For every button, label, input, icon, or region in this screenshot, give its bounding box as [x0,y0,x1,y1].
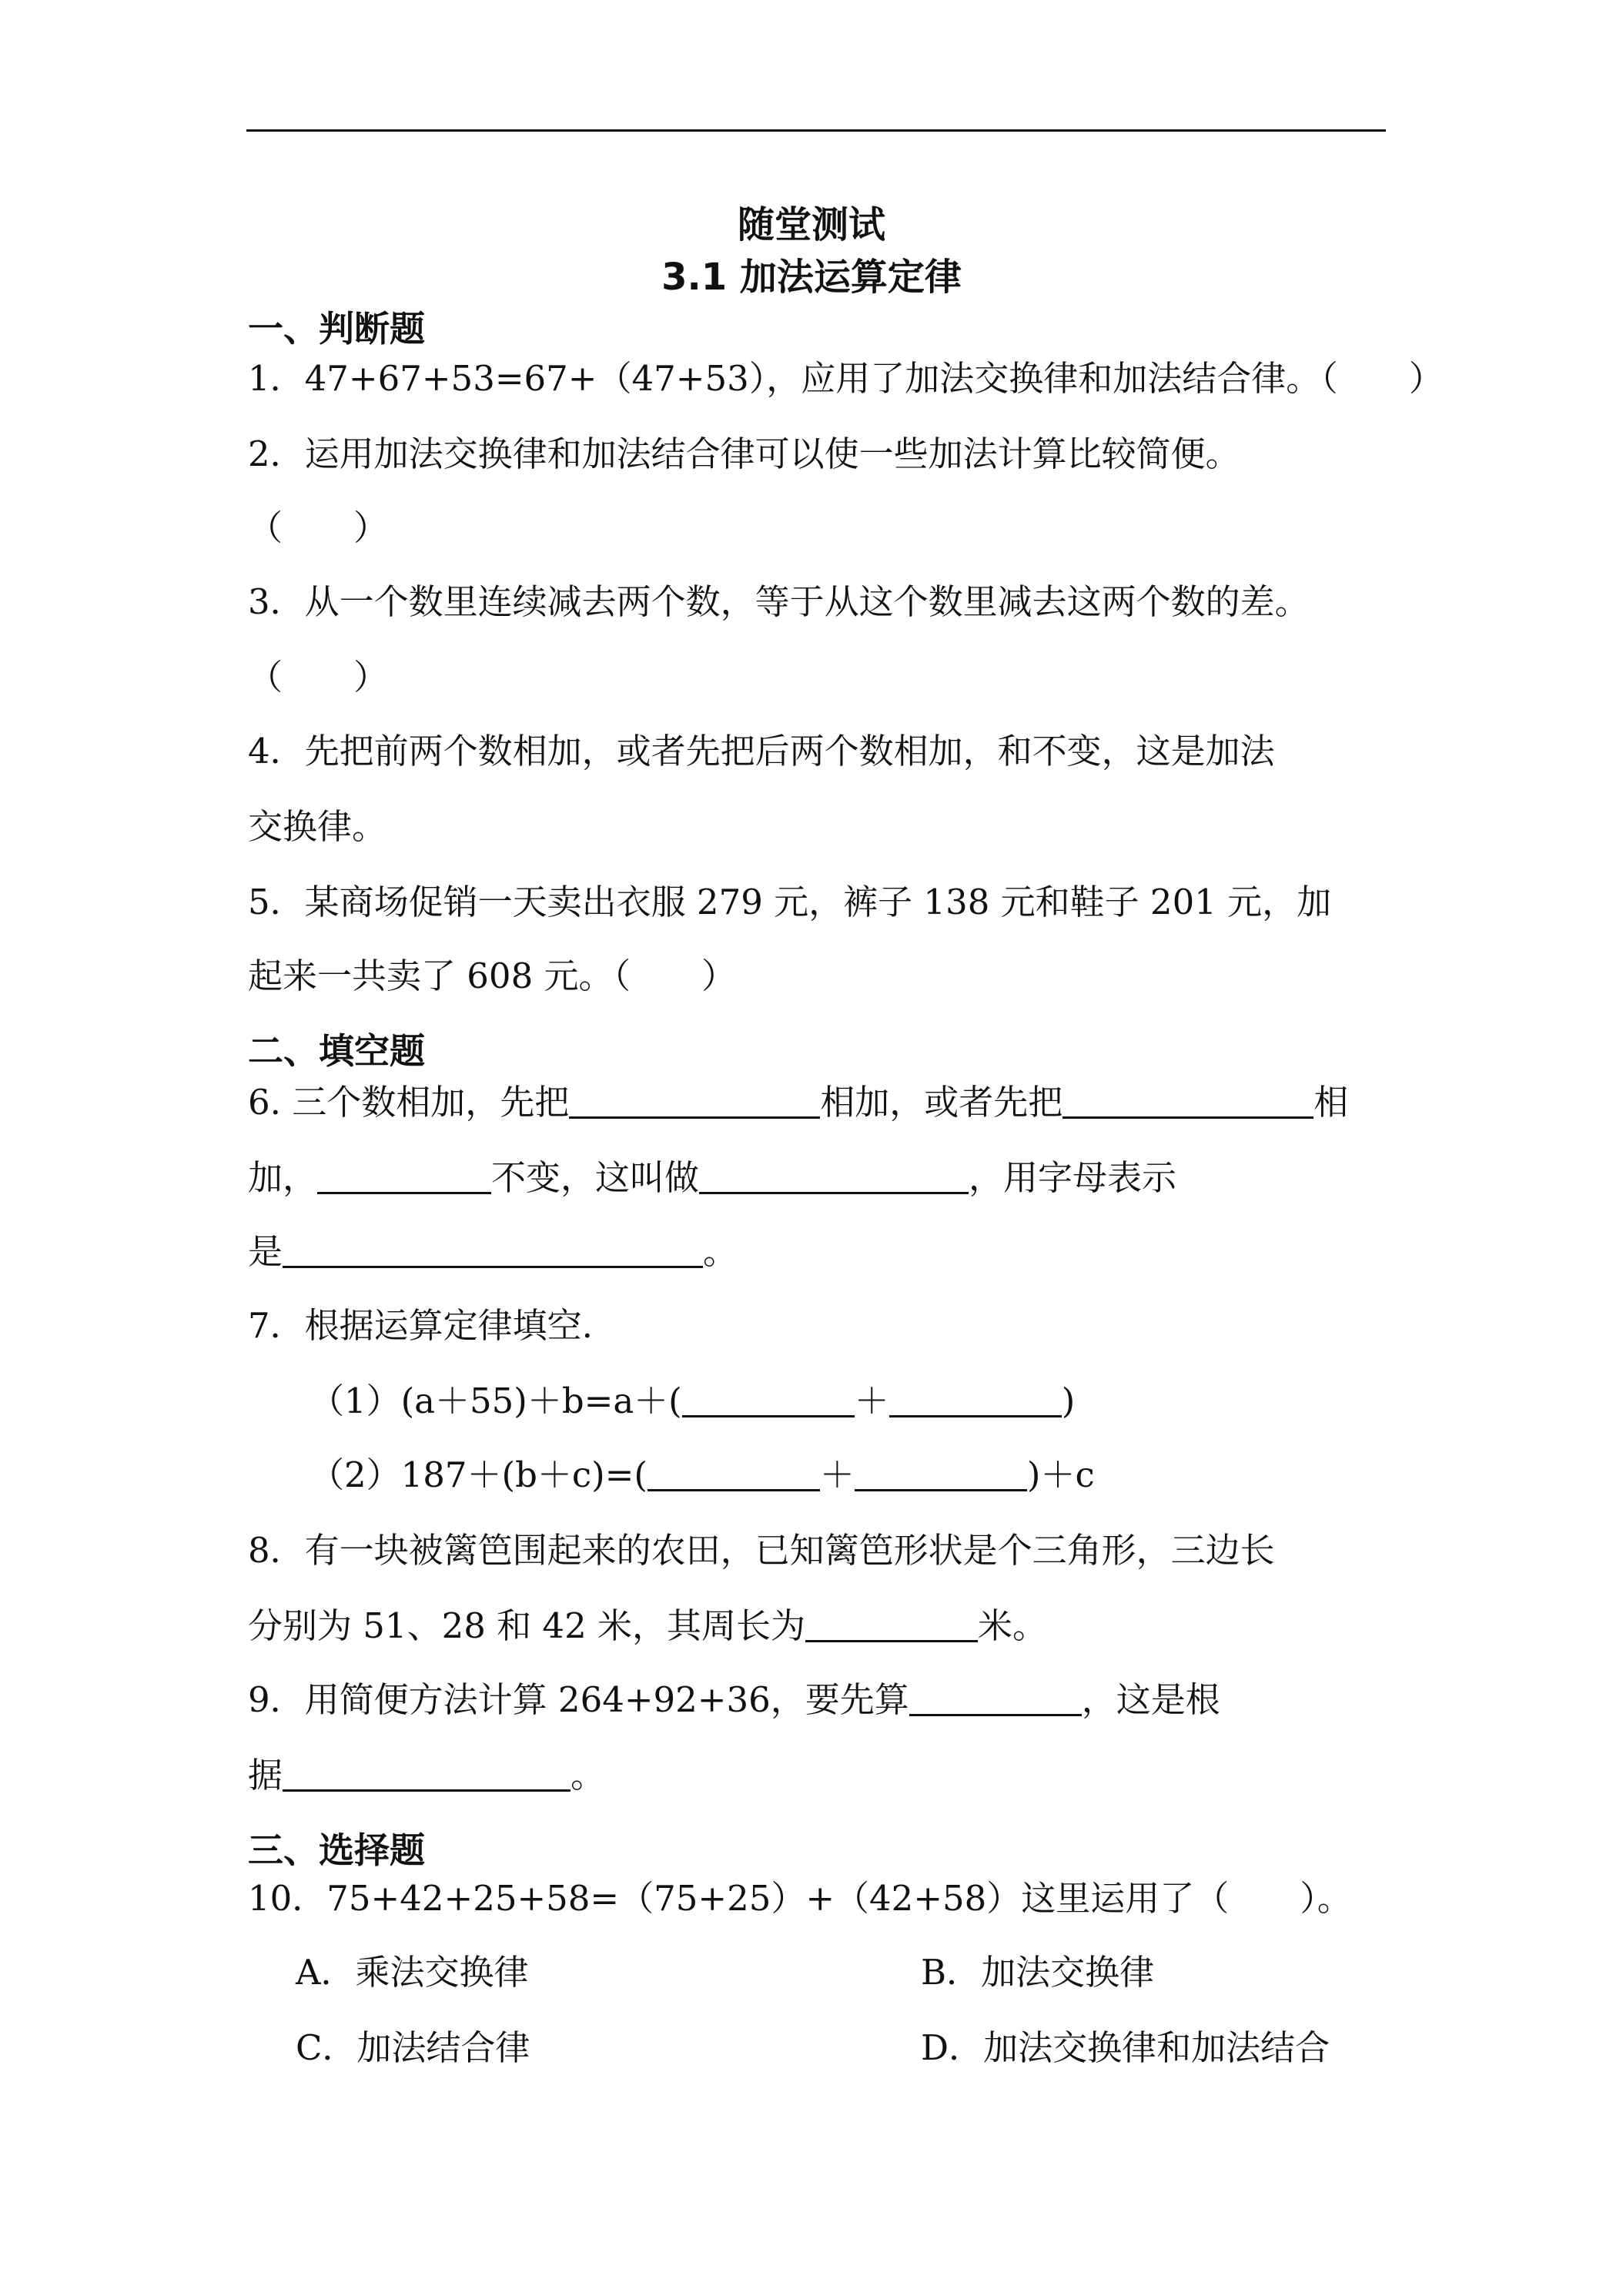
question-6-text-c: 相 [1313,1082,1349,1123]
blank-6-5[interactable] [283,1232,703,1268]
question-3: 3．从一个数里连续减去两个数，等于从这个数里减去这两个数的差。 [248,581,1310,622]
question-7-1 [310,1380,1075,1423]
question-4-line-1: 4．先把前两个数相加，或者先把后两个数相加，和不变，这是加法 [248,731,1275,771]
blank-6-3[interactable] [317,1158,491,1194]
question-10-text: 10．75+42+25+58=（75+25）+（42+58）这里运用了（ [248,1878,1230,1919]
question-7-1-text-c: ) [1061,1381,1076,1421]
question-7-1-text-b: ＋ [854,1381,889,1421]
question-6-text-e: 不变，这叫做 [491,1157,700,1198]
question-6-text-a: 6. 三个数相加，先把 [248,1082,570,1123]
question-6-line-3 [248,1230,738,1274]
question-7: 7．根据运算定律填空. [248,1305,593,1346]
question-9-line-2 [248,1754,605,1797]
header-rule [246,129,1386,132]
section-heading-fill: 二、填空题 [248,1030,425,1072]
option-b[interactable]: B．加法交换律 [921,1952,1155,1993]
question-8-text-a: 分别为 51、28 和 42 米，其周长为 [248,1605,805,1646]
paren-close: ） [353,507,389,548]
blank-7-1-b[interactable] [889,1381,1062,1417]
paren-close: ） [353,657,389,698]
question-7-2-text-c: )＋c [1026,1454,1095,1495]
question-10 [248,1877,1352,1920]
question-6-line-1 [248,1081,1348,1124]
question-2: 2．运用加法交换律和加法结合律可以使一些加法计算比较简便。 [248,433,1240,474]
question-8-line-1: 8．有一块被篱笆围起来的农田，已知篱笆形状是个三角形，三边长 [248,1530,1275,1571]
blank-6-2[interactable] [1062,1083,1313,1119]
question-9-text-c: 据 [248,1755,283,1796]
question-6-line-2 [248,1156,1176,1200]
question-10-end: ）。 [1300,1878,1352,1919]
question-6-text-b: 相加，或者先把 [820,1082,1063,1123]
question-5-end: ） [701,956,737,996]
blank-7-2-b[interactable] [855,1455,1027,1491]
blank-9-1[interactable] [909,1680,1082,1716]
question-1-end: ） [1408,358,1444,399]
question-7-2 [310,1454,1095,1497]
question-6-text-h: 。 [703,1231,738,1272]
question-9-text-b: ，这是根 [1081,1679,1220,1720]
blank-7-2-a[interactable] [648,1455,820,1491]
question-7-2-text-b: ＋ [819,1454,855,1495]
blank-8[interactable] [805,1606,978,1642]
option-a[interactable]: A．乘法交换律 [296,1952,529,1993]
blank-6-4[interactable] [699,1158,969,1194]
option-c[interactable]: C．加法结合律 [296,2027,530,2068]
question-1 [248,357,1444,400]
page-title: 随堂测试 [737,203,885,246]
blank-9-2[interactable] [283,1755,571,1792]
section-heading-choice: 三、选择题 [248,1829,425,1871]
paren-open: （ [248,507,283,548]
question-1-text: 1．47+67+53=67+（47+53），应用了加法交换律和加法结合律。（ [248,358,1338,399]
blank-6-1[interactable] [569,1083,820,1119]
question-9-line-1 [248,1678,1220,1722]
question-4-line-2: 交换律。 [248,806,387,847]
question-5-line-2 [248,955,736,998]
question-6-text-f: ，用字母表示 [969,1157,1177,1198]
question-5-text: 起来一共卖了 608 元。（ [248,956,631,996]
paren-open: （ [248,657,283,698]
page-subtitle: 3.1 加法运算定律 [661,256,962,299]
question-2-paren [248,507,388,550]
question-6-text-d: 加， [248,1157,318,1198]
question-3-paren [248,656,388,699]
blank-7-1-a[interactable] [682,1381,855,1417]
question-5-line-1: 5．某商场促销一天卖出衣服 279 元，裤子 138 元和鞋子 201 元，加 [248,882,1332,922]
question-7-1-text-a: （1）(a＋55)＋b=a＋( [310,1381,682,1421]
question-8-text-b: 米。 [978,1605,1048,1646]
question-9-text-d: 。 [571,1755,606,1796]
question-8-line-2 [248,1605,1047,1648]
question-7-2-text-a: （2）187＋(b＋c)=( [310,1454,648,1495]
question-6-text-g: 是 [248,1231,283,1272]
question-9-text-a: 9．用简便方法计算 264+92+36，要先算 [248,1679,909,1720]
section-heading-judge: 一、判断题 [248,308,425,350]
option-d[interactable]: D．加法交换律和加法结合 [921,2027,1330,2068]
